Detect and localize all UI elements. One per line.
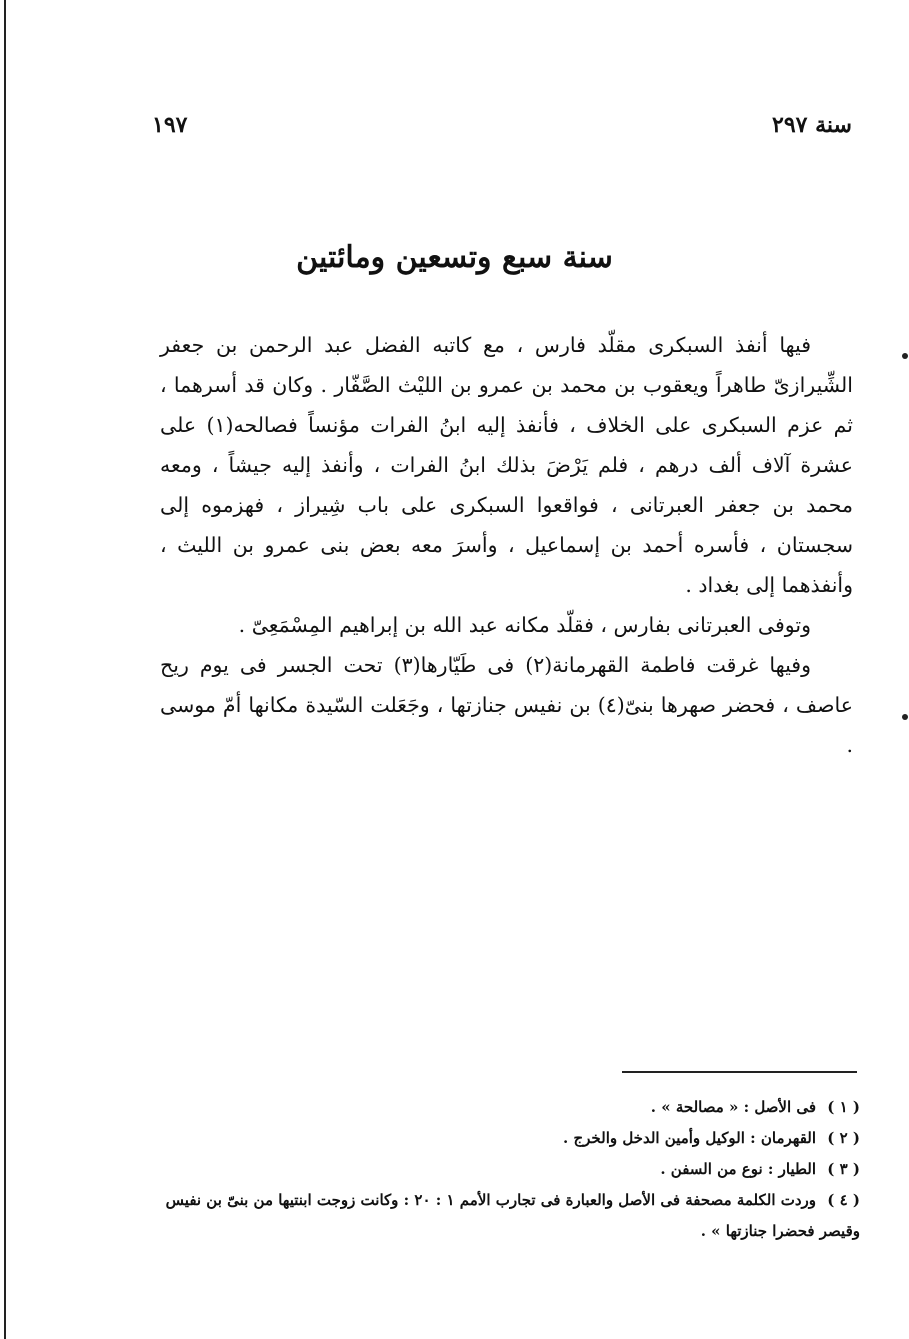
body-paragraph: فيها أنفذ السبكرى مقلّد فارس ، مع كاتبه الفضل عبد الرحمن بن جعفر الشِّيرازىّ طاهراً ويعقوب بن محمد بن عمرو بن الليْث الصَّفّار . وكان قد أسرهما ، ثم عزم السبكرى على الخلاف ، فأنفذ إليه ابنُ الفرات مؤنساً فصالحه(١) على عشرة آلاف ألف درهم ، فلم يَرْضَ بذلك ابنُ الفرات ، وأنفذ إليه جيشاً ، ومعه محمد بن جعفر العبرتانى ، فواقعوا السبكرى على باب شِيراز ، فهزموه إلى سجستان ، فأسره أحمد بن إسماعيل ، وأسرَ معه بعض بنى عمرو بن الليث ، وأنفذهما إلى بغداد . — [160, 333, 853, 597]
footnote-number: ( ٤ ) — [827, 1191, 860, 1209]
chapter-title: سنة سبع وتسعين ومائتين — [296, 240, 613, 275]
page-number: ١٩٧ — [152, 112, 188, 138]
body-paragraph: وفيها غرقت فاطمة القهرمانة(٢) فى طَيّارها(٣) تحت الجسر فى يوم ريح عاصف ، فحضر صهرها بنىّ(٤) بن نفيس جنازتها ، وجَعَلت السّيدة مكانها أمّ موسى . — [160, 653, 854, 757]
footnote — [160, 1123, 860, 1154]
running-title: سنة ٢٩٧ — [772, 112, 852, 138]
footnote-text: القهرمان : الوكيل وأمين الدخل والخرج . — [563, 1129, 817, 1147]
footnote — [160, 1185, 860, 1247]
footnote-divider — [622, 1071, 857, 1073]
page-edge-rule — [4, 0, 6, 1339]
body-paragraph: وتوفى العبرتانى بفارس ، فقلّد مكانه عبد الله بن إبراهيم المِسْمَعِىّ . — [238, 613, 811, 637]
margin-dot — [902, 714, 908, 720]
footnote-number: ( ١ ) — [827, 1098, 860, 1116]
footnote — [160, 1092, 860, 1123]
footnote-number: ( ٢ ) — [827, 1129, 860, 1147]
margin-dot — [902, 353, 908, 359]
body-text — [160, 325, 853, 765]
footnote — [160, 1154, 860, 1185]
running-head — [152, 112, 852, 146]
footnote-text: الطيار : نوع من السفن . — [660, 1160, 817, 1178]
footnotes — [160, 1092, 860, 1247]
footnote-text: فى الأصل : « مصالحة » . — [650, 1098, 817, 1116]
footnote-text: وردت الكلمة مصحفة فى الأصل والعبارة فى تجارب الأمم ١ : ٢٠ : وكانت زوجت ابنتيها من بنىّ بن نفيس وقيصر فحضرا جنازتها » . — [165, 1191, 860, 1240]
footnote-number: ( ٣ ) — [827, 1160, 860, 1178]
